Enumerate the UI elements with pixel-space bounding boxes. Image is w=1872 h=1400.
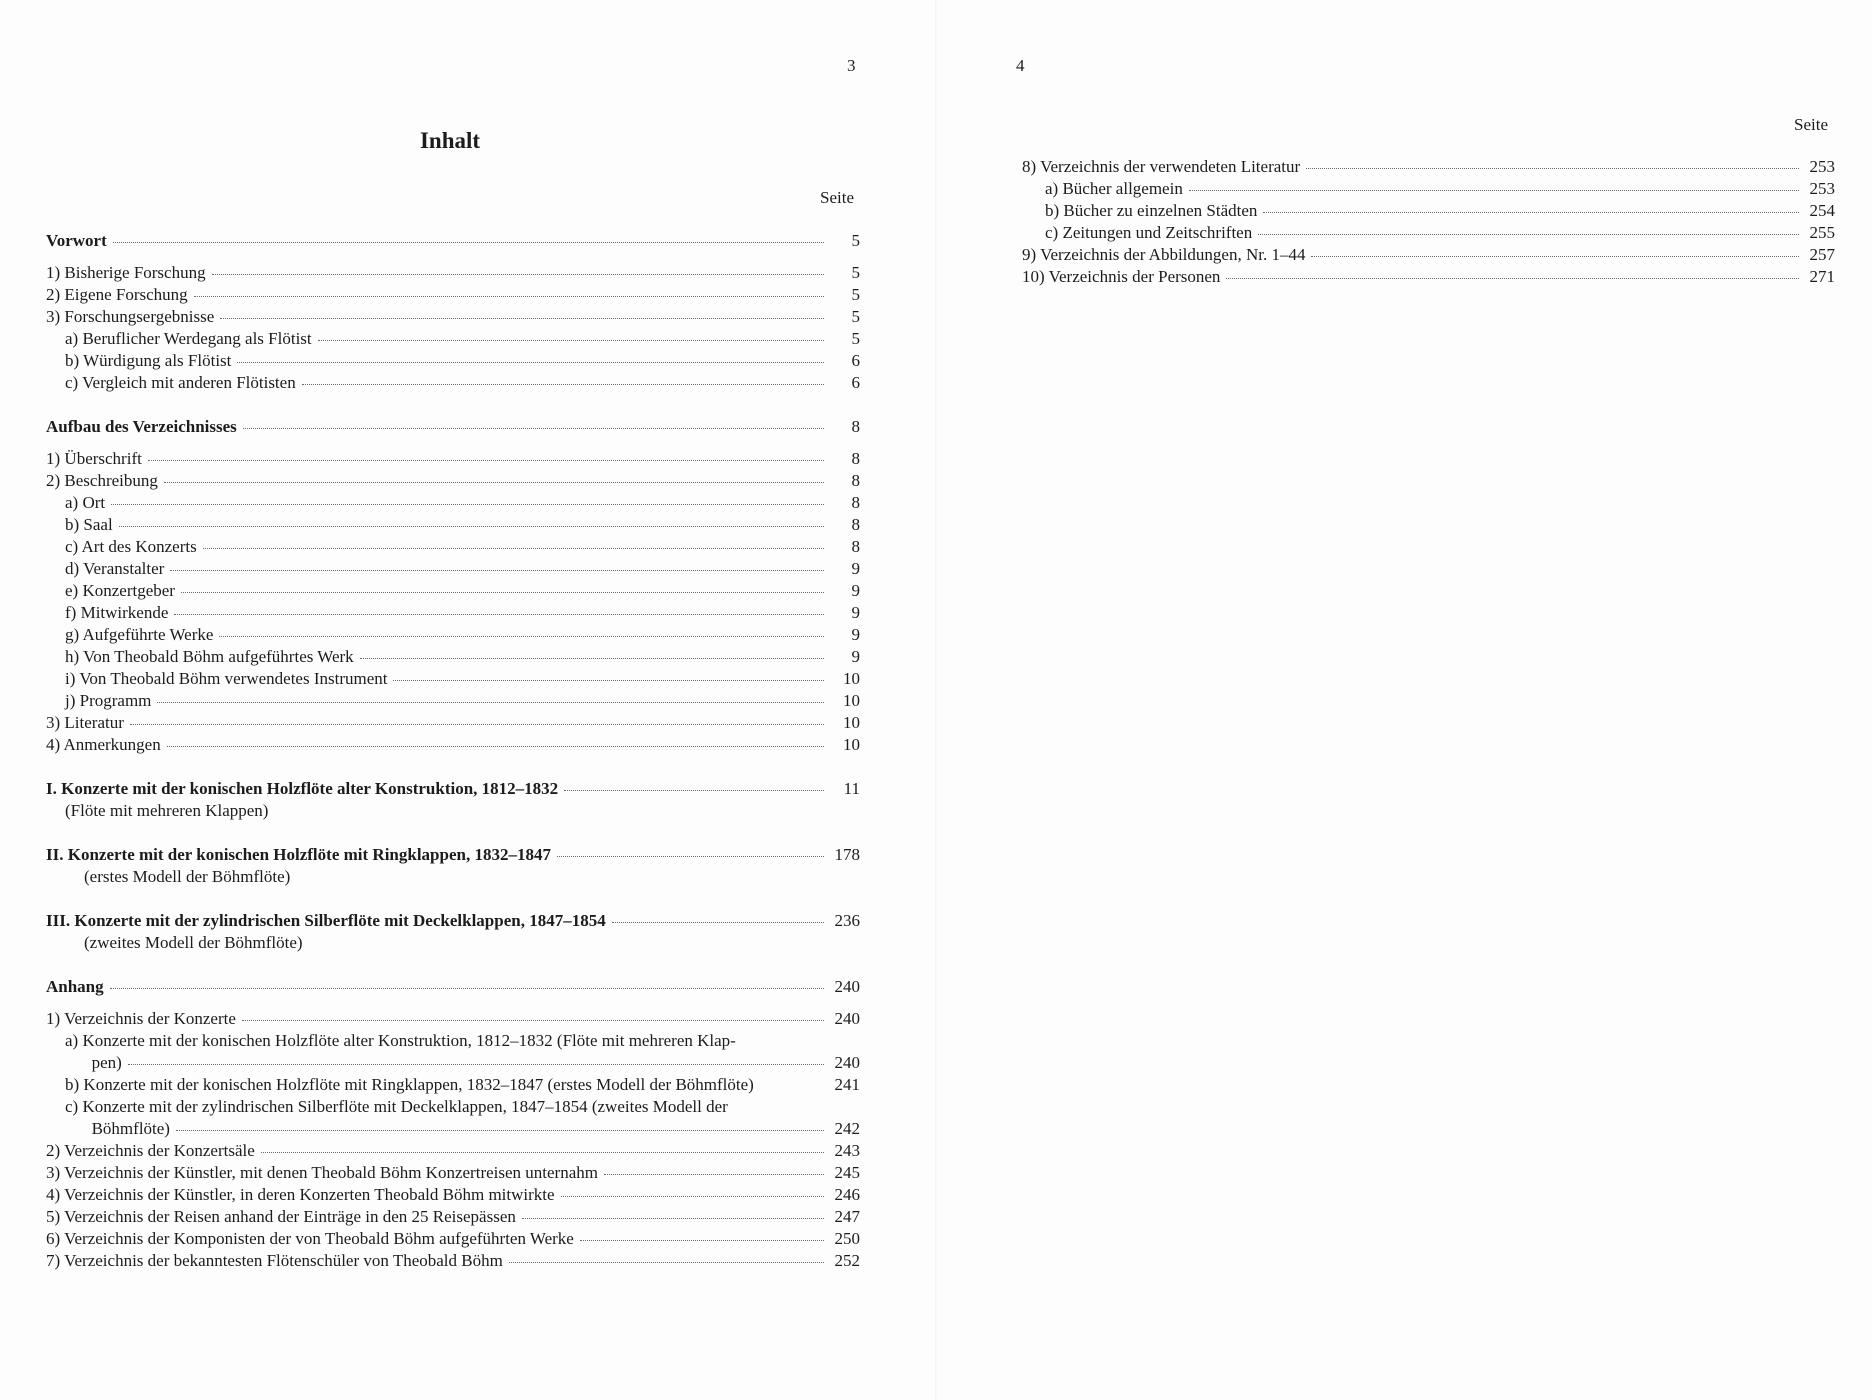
dot-leader [119, 514, 824, 527]
toc-entry-title: III. Konzerte mit der zylindrischen Silberflöte mit Deckelklappen, 1847–1854 [46, 911, 606, 930]
toc-entry-page: 8 [851, 493, 860, 512]
toc-entry-title: d) Veranstalter [65, 559, 165, 578]
toc-entry-page: 9 [851, 603, 860, 622]
toc-entry-title: c) Konzerte mit der zylindrischen Silberflöte mit Deckelklappen, 1847–1854 (zweites Modell der [65, 1097, 728, 1116]
dot-leader [212, 262, 824, 275]
toc-entry-title: 10) Verzeichnis der Personen [1022, 267, 1221, 286]
toc-entry-title: Böhmflöte) [91, 1119, 170, 1138]
dot-leader [1306, 156, 1799, 169]
toc-title: Inhalt [419, 128, 481, 153]
dot-leader [237, 350, 824, 363]
toc-entry-page: 254 [1809, 201, 1835, 220]
toc-entry [46, 558, 860, 580]
toc-entry-page: 5 [851, 307, 860, 326]
toc-entry-page: 257 [1809, 245, 1835, 264]
toc-entry [46, 646, 860, 668]
toc-entry [46, 230, 860, 252]
toc-entry-title: 5) Verzeichnis der Reisen anhand der Einträge in den 25 Reisepässen [46, 1207, 516, 1226]
toc-entry-title: c) Zeitungen und Zeitschriften [1045, 223, 1253, 242]
dot-leader [130, 712, 824, 725]
toc-entry-title: pen) [91, 1053, 122, 1072]
toc-entry-title: 1) Überschrift [46, 449, 142, 468]
toc-entry-title: 1) Verzeichnis der Konzerte [46, 1009, 236, 1028]
toc-entry [46, 1118, 860, 1140]
toc-entry-title: g) Aufgeführte Werke [65, 625, 214, 644]
toc-entry-title: a) Ort [65, 493, 106, 512]
toc-entry-page: 10 [843, 669, 860, 688]
dot-leader [174, 602, 824, 615]
toc-entry-title: Vorwort [46, 231, 107, 250]
dot-leader [110, 976, 824, 989]
toc-entry [46, 372, 860, 394]
toc-entry [46, 262, 860, 284]
toc-entry-title: (Flöte mit mehreren Klappen) [65, 801, 269, 820]
toc-entry-title: 6) Verzeichnis der Komponisten der von Theobald Böhm aufgeführten Werke [46, 1229, 574, 1248]
toc-entry-page: 241 [834, 1075, 860, 1094]
toc-entry [46, 514, 860, 536]
toc-entry-title: e) Konzertgeber [65, 581, 175, 600]
toc-entry-page: 5 [851, 285, 860, 304]
toc-entry-title: (erstes Modell der Böhmflöte) [84, 867, 291, 886]
toc-entry-page: 5 [851, 231, 860, 250]
dot-leader [557, 844, 824, 857]
toc-entry [46, 1250, 860, 1272]
toc-entry-page: 8 [851, 417, 860, 436]
toc-entry-title: f) Mitwirkende [65, 603, 169, 622]
toc-entry [46, 910, 860, 932]
right-seite-label: Seite [1794, 115, 1828, 134]
toc-entry [46, 1140, 860, 1162]
toc-entry [46, 1052, 860, 1074]
toc-entry-title: c) Vergleich mit anderen Flötisten [65, 373, 296, 392]
toc-entry [46, 1008, 860, 1030]
toc-entry-title: 7) Verzeichnis der bekanntesten Flötenschüler von Theobald Böhm [46, 1251, 503, 1270]
book-gutter [935, 0, 937, 1400]
dot-leader [181, 580, 824, 593]
toc-entry [46, 976, 860, 998]
toc-entry [1022, 178, 1835, 200]
dot-leader [219, 624, 824, 637]
toc-entry-page: 245 [834, 1163, 860, 1182]
dot-leader [580, 1228, 824, 1241]
toc-entry-title: 4) Anmerkungen [46, 735, 161, 754]
toc-entry [46, 306, 860, 328]
toc-entry-page: 240 [834, 977, 860, 996]
toc-entry-page: 271 [1809, 267, 1835, 286]
dot-leader [148, 448, 824, 461]
right-page-number: 4 [1016, 56, 1025, 75]
toc-entry-title: Anhang [46, 977, 104, 996]
toc-entry-title: 3) Literatur [46, 713, 124, 732]
toc-entry [46, 580, 860, 602]
dot-leader [393, 668, 824, 681]
toc-entry-page: 5 [851, 263, 860, 282]
toc-entry [46, 1096, 860, 1118]
toc-entry-page: 8 [851, 515, 860, 534]
dot-leader [176, 1118, 824, 1131]
dot-leader [203, 536, 824, 549]
toc-entry-page: 246 [834, 1185, 860, 1204]
toc-entry [46, 866, 860, 888]
dot-leader [612, 910, 824, 923]
toc-entry-title: I. Konzerte mit der konischen Holzflöte alter Konstruktion, 1812–1832 [46, 779, 559, 798]
toc-entry-page: 9 [851, 625, 860, 644]
toc-entry-page: 9 [851, 581, 860, 600]
toc-entry-page: 6 [851, 373, 860, 392]
toc-entry-title: Aufbau des Verzeichnisses [46, 417, 237, 436]
toc-entry [46, 416, 860, 438]
toc-entry-title: a) Konzerte mit der konischen Holzflöte alter Konstruktion, 1812–1832 (Flöte mit mehreren Klap- [65, 1031, 736, 1050]
dot-leader [302, 372, 824, 385]
toc-entry-page: 9 [851, 647, 860, 666]
toc-entry-title: 1) Bisherige Forschung [46, 263, 206, 282]
dot-leader [261, 1140, 824, 1153]
toc-entry-title: 2) Beschreibung [46, 471, 158, 490]
toc-entry-page: 11 [843, 779, 860, 798]
toc-entry [46, 844, 860, 866]
toc-entry-page: 240 [834, 1009, 860, 1028]
toc-entry [46, 690, 860, 712]
left-seite-label: Seite [820, 188, 854, 207]
toc-entry [46, 1162, 860, 1184]
toc-entry-page: 247 [834, 1207, 860, 1226]
dot-leader [194, 284, 824, 297]
toc-entry-title: i) Von Theobald Böhm verwendetes Instrument [65, 669, 388, 688]
toc-entry-title: II. Konzerte mit der konischen Holzflöte mit Ringklappen, 1832–1847 [46, 845, 551, 864]
toc-entry-page: 250 [834, 1229, 860, 1248]
dot-leader [111, 492, 824, 505]
toc-entry [46, 602, 860, 624]
toc-entry [46, 668, 860, 690]
toc-entry-title: 4) Verzeichnis der Künstler, in deren Konzerten Theobald Böhm mitwirkte [46, 1185, 555, 1204]
toc-entry-page: 10 [843, 713, 860, 732]
right-table-of-contents [1022, 156, 1835, 288]
toc-entry [46, 1184, 860, 1206]
toc-entry-title: 2) Verzeichnis der Konzertsäle [46, 1141, 255, 1160]
toc-entry [46, 778, 860, 800]
toc-entry-page: 10 [843, 735, 860, 754]
toc-entry [46, 284, 860, 306]
dot-leader [1311, 244, 1799, 257]
toc-entry-page: 5 [851, 329, 860, 348]
toc-entry-page: 252 [834, 1251, 860, 1270]
toc-entry-page: 240 [834, 1053, 860, 1072]
toc-entry-title: h) Von Theobald Böhm aufgeführtes Werk [65, 647, 354, 666]
toc-entry-page: 8 [851, 471, 860, 490]
toc-entry-page: 9 [851, 559, 860, 578]
toc-entry [1022, 222, 1835, 244]
toc-entry-title: a) Bücher allgemein [1045, 179, 1183, 198]
dot-leader [164, 470, 824, 483]
toc-entry [46, 800, 860, 822]
toc-entry-title: 9) Verzeichnis der Abbildungen, Nr. 1–44 [1022, 245, 1306, 264]
toc-entry-title: c) Art des Konzerts [65, 537, 197, 556]
toc-entry-page: 6 [851, 351, 860, 370]
left-table-of-contents [46, 230, 860, 1272]
dot-leader [242, 1008, 824, 1021]
toc-entry-title: b) Saal [65, 515, 113, 534]
toc-entry-page: 253 [1809, 179, 1835, 198]
dot-leader [360, 646, 824, 659]
toc-entry [46, 1228, 860, 1250]
toc-entry [46, 448, 860, 470]
dot-leader [564, 778, 824, 791]
toc-entry-page: 253 [1809, 157, 1835, 176]
toc-entry [1022, 156, 1835, 178]
dot-leader [170, 558, 824, 571]
toc-entry [46, 932, 860, 954]
toc-entry [46, 492, 860, 514]
toc-entry-title: j) Programm [65, 691, 152, 710]
toc-entry-page: 10 [843, 691, 860, 710]
dot-leader [522, 1206, 824, 1219]
toc-entry [46, 328, 860, 350]
toc-entry [46, 734, 860, 756]
dot-leader [509, 1250, 824, 1263]
dot-leader [1263, 200, 1799, 213]
dot-leader [167, 734, 824, 747]
toc-entry-title: b) Bücher zu einzelnen Städten [1045, 201, 1258, 220]
toc-entry-page: 8 [851, 537, 860, 556]
toc-entry-title: 3) Verzeichnis der Künstler, mit denen Theobald Böhm Konzertreisen unternahm [46, 1163, 598, 1182]
toc-entry-page: 255 [1809, 223, 1835, 242]
toc-entry-title: a) Beruflicher Werdegang als Flötist [65, 329, 312, 348]
toc-entry [1022, 244, 1835, 266]
dot-leader [113, 230, 824, 243]
dot-leader [604, 1162, 824, 1175]
dot-leader [157, 690, 824, 703]
toc-entry-title: 3) Forschungsergebnisse [46, 307, 215, 326]
toc-entry [46, 536, 860, 558]
dot-leader [318, 328, 824, 341]
toc-entry-page: 243 [834, 1141, 860, 1160]
dot-leader [561, 1184, 824, 1197]
toc-entry-page: 236 [834, 911, 860, 930]
dot-leader [1258, 222, 1799, 235]
dot-leader [1226, 266, 1799, 279]
toc-entry [46, 350, 860, 372]
toc-entry-title: b) Würdigung als Flötist [65, 351, 232, 370]
dot-leader [128, 1052, 824, 1065]
dot-leader [243, 416, 824, 429]
toc-entry-page: 242 [834, 1119, 860, 1138]
dot-leader [220, 306, 824, 319]
toc-entry-title: 2) Eigene Forschung [46, 285, 188, 304]
toc-entry-page: 8 [851, 449, 860, 468]
toc-entry [46, 624, 860, 646]
toc-entry-title: (zweites Modell der Böhmflöte) [84, 933, 303, 952]
toc-entry [1022, 266, 1835, 288]
left-page-number: 3 [847, 56, 856, 75]
toc-entry [46, 1206, 860, 1228]
toc-entry-page: 178 [834, 845, 860, 864]
toc-entry [1022, 200, 1835, 222]
dot-leader [1189, 178, 1799, 191]
toc-entry [46, 470, 860, 492]
toc-entry-title: b) Konzerte mit der konischen Holzflöte mit Ringklappen, 1832–1847 (erstes Modell der Böhmflöte) [65, 1075, 754, 1094]
toc-entry [46, 1074, 860, 1096]
toc-entry [46, 712, 860, 734]
toc-entry [46, 1030, 860, 1052]
toc-entry-title: 8) Verzeichnis der verwendeten Literatur [1022, 157, 1301, 176]
